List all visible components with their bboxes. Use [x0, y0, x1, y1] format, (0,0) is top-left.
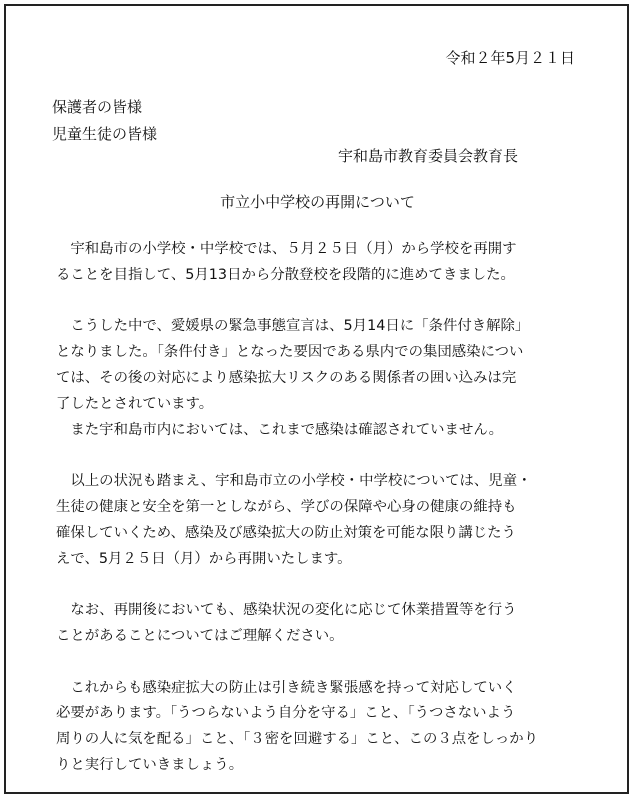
- sender: 宇和島市教育委員会教育長: [338, 147, 519, 165]
- body-line: ては、その後の対応により感染拡大リスクのある関係者の囲い込みは完: [56, 369, 517, 386]
- body-line: 周りの人に気を配る」こと、「３密を回避する」こと、この３点をしっかり: [56, 731, 539, 748]
- body-line: なお、再開後においても、感染状況の変化に応じて休業措置等を行う: [56, 602, 517, 619]
- recipient-students: 児童生徒の皆様: [52, 125, 158, 143]
- body-line: となりました。「条件付き」となった要因である県内での集団感染につい: [56, 344, 524, 361]
- body-line: 宇和島市の小学校・中学校では、５月２５日（月）から学校を再開す: [56, 241, 517, 257]
- paragraph-5: [56, 676, 596, 779]
- body-line: えで、5月２５日（月）から再開いたします。: [56, 550, 352, 567]
- body-line: こうした中で、愛媛県の緊急事態宣言は、5月14日に「条件付き解除」: [56, 318, 530, 335]
- body-line: 了したとされています。: [56, 395, 214, 412]
- body-line: また宇和島市内においては、これまで感染は確認されていません。: [56, 421, 503, 438]
- document-body: [56, 237, 596, 779]
- body-line: ることを目指して、5月13日から分散登校を段階的に進めてきました。: [56, 266, 515, 283]
- paragraph-4: [56, 598, 596, 650]
- body-line: 確保していくため、感染及び感染拡大の防止対策を可能な限り講じたう: [56, 524, 516, 541]
- body-line: りと実行していきましょう。: [56, 756, 244, 773]
- recipients: [52, 94, 157, 148]
- paragraph-1: [56, 237, 596, 289]
- paragraph-3: [56, 469, 596, 572]
- body-line: 必要があります。「うつらないよう自分を守る」こと、「うつさないよう: [56, 705, 516, 722]
- body-line: 生徒の健康と安全を第一としながら、学びの保障や心身の健康の維持も: [56, 498, 517, 515]
- paragraph-gap: [56, 443, 596, 469]
- body-line: ことがあることについてはご理解ください。: [56, 627, 344, 644]
- document-date: 令和２年5月２１日: [445, 49, 575, 67]
- body-line: これからも感染症拡大の防止は引き続き緊張感を持って対応していく: [56, 679, 517, 696]
- paragraph-2: [56, 314, 596, 443]
- document-title: 市立小中学校の再開について: [220, 193, 415, 211]
- recipient-parents: 保護者の皆様: [52, 98, 143, 116]
- paragraph-gap: [56, 650, 596, 676]
- body-line: 以上の状況も踏まえ、宇和島市立の小学校・中学校については、児童・: [56, 473, 532, 490]
- paragraph-gap: [56, 289, 596, 315]
- paragraph-gap: [56, 572, 596, 598]
